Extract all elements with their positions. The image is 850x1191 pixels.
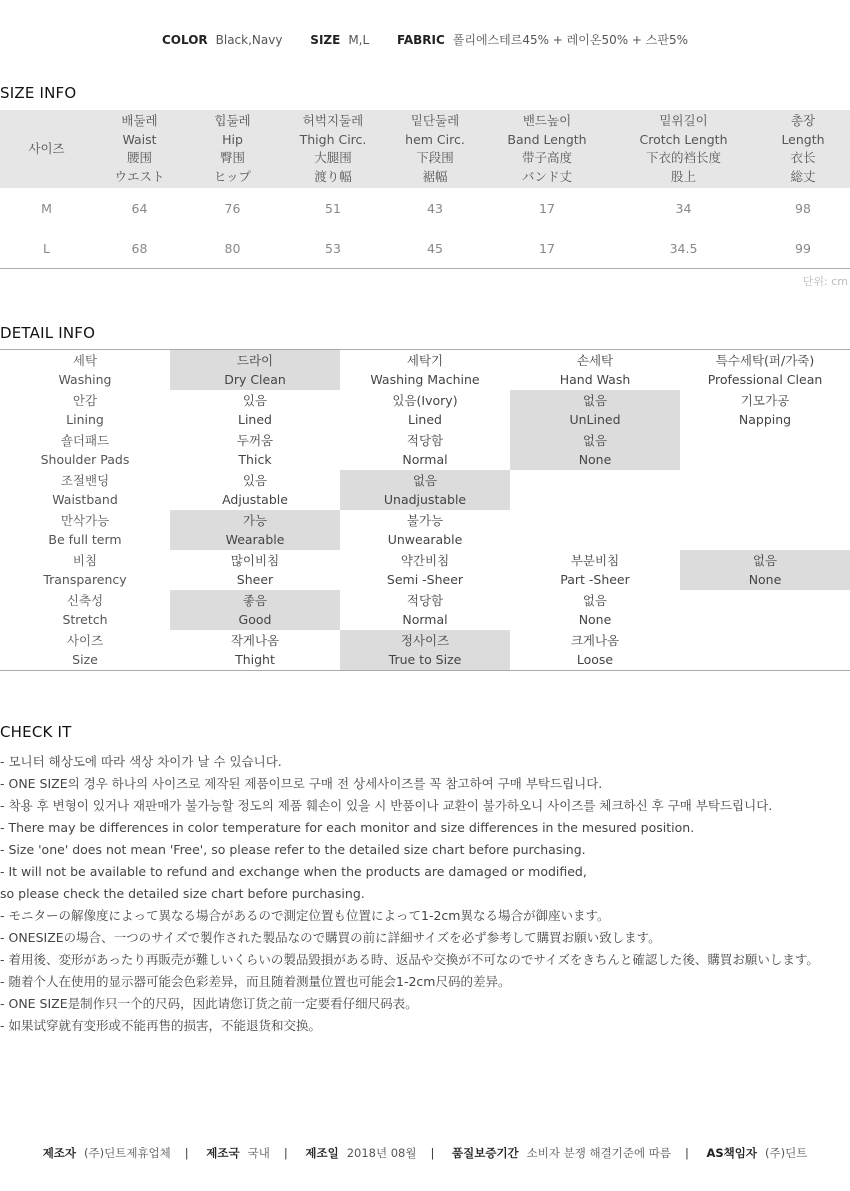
detail-row bbox=[0, 470, 850, 510]
size-info-title: SIZE INFO bbox=[0, 84, 77, 102]
check-it-line: - モニターの解像度によって異なる場合があるので測定位置も位置によって1-2cm異なる場合が御座います。 bbox=[0, 908, 610, 923]
meta-size: SIZE M,L bbox=[310, 33, 370, 47]
detail-row-label: 신축성 Stretch bbox=[62, 592, 108, 627]
detail-option: 없음 None bbox=[578, 592, 612, 627]
detail-info-title: DETAIL INFO bbox=[0, 324, 96, 342]
detail-option: 있음(Ivory) Lined bbox=[392, 392, 458, 427]
size-table-divider bbox=[0, 268, 850, 269]
detail-empty-cell bbox=[680, 630, 850, 670]
check-it-line: - ONE SIZE의 경우 하나의 사이즈로 제작된 제품이므로 구매 전 상세사이즈를 꼭 참고하여 구매 부탁드립니다. bbox=[0, 776, 603, 791]
size-table-header bbox=[0, 110, 850, 188]
detail-row-label: 숄더패드 Shoulder Pads bbox=[40, 432, 130, 467]
footer-country: 제조국 국내 bbox=[206, 1146, 270, 1160]
meta-fabric: FABRIC 폴리에스테르45% + 레이온50% + 스판5% bbox=[397, 33, 689, 47]
detail-option: 두꺼움 Thick bbox=[236, 432, 274, 467]
detail-empty-cell bbox=[680, 470, 850, 510]
check-it-line: - 着用後、変形があったり再販売が難しいくらいの製品毀損がある時、返品や交換が不可なのでサイズをきちんと確認した後、購買お願いします。 bbox=[0, 952, 819, 967]
check-it-line: - There may be differences in color temperature for each monitor and size differences in the mesured position. bbox=[0, 820, 695, 835]
detail-row bbox=[0, 590, 850, 630]
detail-row bbox=[0, 630, 850, 670]
size-label-header: 사이즈 bbox=[28, 140, 65, 156]
detail-option: 드라이 Dry Clean bbox=[170, 350, 340, 390]
detail-option: 있음 Lined bbox=[238, 392, 272, 427]
check-it-list bbox=[0, 751, 850, 1037]
detail-row bbox=[0, 510, 850, 550]
detail-option: 없음 Unadjustable bbox=[340, 470, 510, 510]
unit-label: 단위: cm bbox=[802, 275, 848, 288]
detail-option: 정사이즈 True to Size bbox=[340, 630, 510, 670]
detail-option: 적당함 Normal bbox=[402, 592, 448, 627]
size-col-header: 배둘레 Waist 腰围 ウエスト bbox=[114, 113, 165, 184]
detail-option: 작게나옴 Thight bbox=[230, 632, 280, 667]
footer-manufacturer: 제조자 (주)딘트제휴업체 bbox=[42, 1146, 171, 1160]
check-it-line: - Size 'one' does not mean 'Free', so please refer to the detailed size chart before purchasing. bbox=[0, 842, 586, 857]
detail-option: 없음 UnLined bbox=[510, 390, 680, 430]
detail-option: 없음 None bbox=[680, 550, 850, 590]
detail-empty-cell bbox=[680, 510, 850, 550]
detail-row-label: 만삭가능 Be full term bbox=[48, 512, 122, 547]
detail-row-label: 세탁 Washing bbox=[58, 352, 112, 387]
size-row-m: M 64 76 51 43 17 34 98 bbox=[41, 200, 811, 216]
detail-row bbox=[0, 350, 850, 390]
detail-option: 약간비침 Semi -Sheer bbox=[386, 552, 464, 587]
footer-warranty: 품질보증기간 소비자 분쟁 해결기준에 따름 bbox=[452, 1146, 671, 1160]
detail-row bbox=[0, 430, 850, 470]
detail-table bbox=[0, 349, 850, 671]
detail-row-label: 사이즈 Size bbox=[66, 632, 104, 667]
detail-row bbox=[0, 390, 850, 430]
detail-empty-cell bbox=[680, 430, 850, 470]
detail-row-label: 안감 Lining bbox=[66, 392, 104, 427]
detail-empty-cell bbox=[510, 470, 680, 510]
check-it-line: - ONE SIZE是制作只一个的尺码，因此请您订货之前一定要看仔细尺码表。 bbox=[0, 996, 418, 1011]
detail-option: 기모가공 Napping bbox=[738, 392, 792, 427]
size-col-header: 허벅지둘레 Thigh Circ. 大腿围 渡り幅 bbox=[299, 113, 367, 184]
size-row-l: L 68 80 53 45 17 34.5 99 bbox=[43, 240, 811, 256]
size-col-header: 밑위길이 Crotch Length 下衣的裆长度 股上 bbox=[639, 113, 728, 184]
detail-option: 있음 Adjustable bbox=[222, 472, 288, 507]
detail-option: 적당함 Normal bbox=[402, 432, 448, 467]
detail-row-label: 조절밴딩 Waistband bbox=[52, 472, 118, 507]
detail-option: 크게나옴 Loose bbox=[570, 632, 620, 667]
check-it-line: - 随着个人在使用的显示器可能会色彩差异，而且随着测量位置也可能会1-2cm尺码的差异。 bbox=[0, 974, 511, 989]
footer-as: AS책임자 (주)딘트 bbox=[706, 1146, 808, 1160]
check-it-line: so please check the detailed size chart before purchasing. bbox=[0, 886, 365, 901]
footer-date: 제조일 2018년 08월 bbox=[305, 1146, 417, 1160]
size-col-header: 밴드높이 Band Length 带子高度 バンド丈 bbox=[507, 113, 587, 184]
meta-color: COLOR Black,Navy bbox=[161, 33, 283, 47]
check-it-line: - ONESIZEの場合、一つのサイズで製作された製品なので購買の前に詳細サイズを必ず参考して購買お願い致します。 bbox=[0, 930, 661, 945]
check-it-title: CHECK IT bbox=[0, 723, 72, 741]
size-col-header: 총장 Length 衣长 総丈 bbox=[781, 113, 825, 184]
detail-option: 가능 Wearable bbox=[170, 510, 340, 550]
footer-info: 제조자 (주)딘트제휴업체 | 제조국 국내 | 제조일 2018년 08월 | 품질보증기간 소비자 분쟁 해결기준에 따름 | AS책임자 (주)딘트 bbox=[42, 1146, 808, 1160]
size-col-header: 밑단둘레 hem Circ. 下段围 裾幅 bbox=[405, 113, 465, 184]
product-meta bbox=[0, 31, 850, 48]
detail-empty-cell bbox=[680, 590, 850, 630]
detail-row bbox=[0, 550, 850, 590]
detail-option: 불가능 Unwearable bbox=[387, 512, 463, 547]
detail-option: 좋음 Good bbox=[170, 590, 340, 630]
detail-row-label: 비침 Transparency bbox=[43, 552, 127, 587]
size-table bbox=[0, 110, 850, 269]
check-it-line: - 착용 후 변형이 있거나 재판매가 불가능할 정도의 제품 훼손이 있을 시 반품이나 교환이 불가하오니 사이즈를 체크하신 후 구매 부탁드립니다. bbox=[0, 798, 773, 813]
check-it-line: - It will not be available to refund and exchange when the products are damaged or modified, bbox=[0, 864, 587, 879]
detail-option: 세탁기 Washing Machine bbox=[370, 352, 480, 387]
check-it-line: - 모니터 해상도에 따라 색상 차이가 날 수 있습니다. bbox=[0, 754, 282, 769]
detail-option: 부분비침 Part -Sheer bbox=[560, 552, 630, 587]
detail-option: 없음 None bbox=[510, 430, 680, 470]
detail-option: 손세탁 Hand Wash bbox=[559, 352, 631, 387]
detail-option: 특수세탁(퍼/가죽) Professional Clean bbox=[707, 352, 823, 387]
check-it-line: - 如果试穿就有变形或不能再售的损害，不能退货和交换。 bbox=[0, 1018, 321, 1033]
detail-option: 많이비침 Sheer bbox=[230, 552, 280, 587]
size-col-header: 힙둘레 Hip 臀围 ヒップ bbox=[213, 113, 252, 184]
detail-empty-cell bbox=[510, 510, 680, 550]
